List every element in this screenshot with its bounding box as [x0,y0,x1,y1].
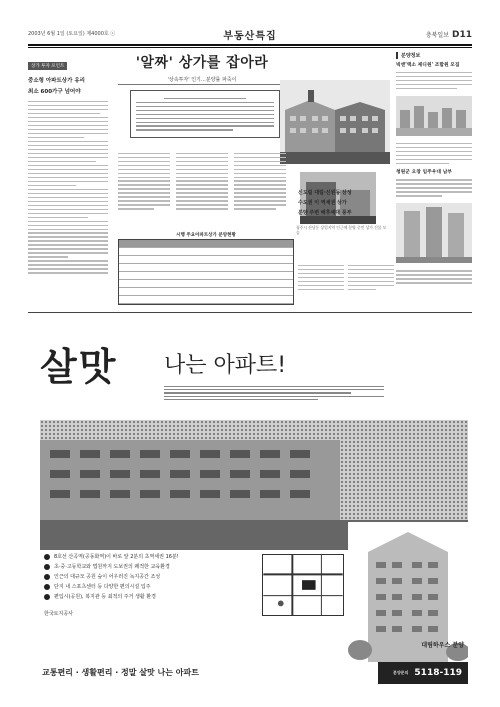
left-headline-1: 중소형 아파트상가 유리 [28,78,85,84]
complex-photo [396,96,472,136]
article-column-3 [234,150,286,212]
phone-label: 분양문의 [392,670,409,675]
location-map [262,554,344,616]
right-tag: 분양정보 [396,52,472,59]
ad-title-small: 나는 아파트! [164,353,287,378]
mid-headline: 신도림 대림·신원동 삼성 수도권 이 역세권 상가 분양 주변 배후세대 풍부 [298,190,352,216]
article-column-2 [176,150,228,212]
article-column-4 [298,262,344,292]
ad-feature-list [44,552,254,602]
article-column-1 [118,150,170,212]
bullet-icon [44,564,50,570]
ad-description [164,384,384,402]
table-title: 시행 주요아파트상가 분양현황 [176,233,236,238]
ad-feature-item: 초·중·고등학교와 법원까지 도보권의 쾌적한 교육환경 [44,562,254,572]
ad-brand: 대림하우스 분양 [421,642,464,649]
section-title: 부동산특집 [223,31,277,42]
ad-feature-item: 단지 내 스포츠센터 등 다양한 편의시설 입주 [44,582,254,592]
ad-feature-item: 편입시(공원), 복지관 등 최적의 주거 생활 환경 [44,592,254,602]
ad-phone-box [378,662,468,684]
ad-slogan: 교통편리 · 생활편리 · 정말 살맛 나는 아파트 [42,668,199,677]
right-body-1 [396,72,472,89]
building-photo [280,80,390,164]
phone-number: 5118-119 [414,668,462,678]
summary-box [130,90,280,138]
bullet-icon [44,554,50,560]
masthead [28,26,472,44]
left-tag: 상가 투자 포인트 [28,62,67,70]
builder-logo: 한국토지공사 [44,611,73,617]
bullet-icon [44,584,50,590]
publisher-name: 충북일보 [425,32,449,39]
publisher [426,30,472,40]
subtitle-rule [118,84,286,85]
header-rule [28,44,472,46]
ad-feature-item: 8호선 산곡역(공동화역)이 바로 앞 2분의 초역세권 16분! [44,552,254,562]
right-headline: 빅앤'액소 제디원' 조합원 모집 [396,63,460,68]
issue-date: 2003년 6월 1일 (토요일) 제4000호 ⓒ [28,31,116,37]
tower-photo [396,203,472,263]
ad-feature-item: 인근의 대규모 공원 숲이 어우러진 녹지공간 조성 [44,572,254,582]
bullet-icon [44,594,50,600]
apartment-advertisement [40,322,468,692]
right-body-2 [396,143,472,164]
ad-divider [28,312,472,313]
right-body-4 [396,270,472,283]
left-headline-2: 최소 600가구 넘어야 [28,89,81,95]
right-headline-2: 청원군 오창 임주우대 남부 [396,170,452,176]
right-column [396,52,472,286]
bullet-icon [44,574,50,580]
right-body-3 [396,179,472,196]
ad-title-big: 살맛 [40,344,118,389]
photo-caption: 청주시 산남동 상업지역 인근에 분양 중인 상가 건물 모습 [296,225,387,235]
article-title: '알짜' 상가를 잡아라 [135,55,269,71]
left-body-text [28,101,108,274]
ad-footer [40,662,468,684]
sales-table [118,239,294,305]
left-column [28,52,108,276]
page-number: D11 [452,30,472,40]
header-rule-thin [28,47,472,48]
article-subtitle: '상속투자' 인기…분양률 파죽이 [167,77,237,83]
article-column-5 [348,262,394,292]
